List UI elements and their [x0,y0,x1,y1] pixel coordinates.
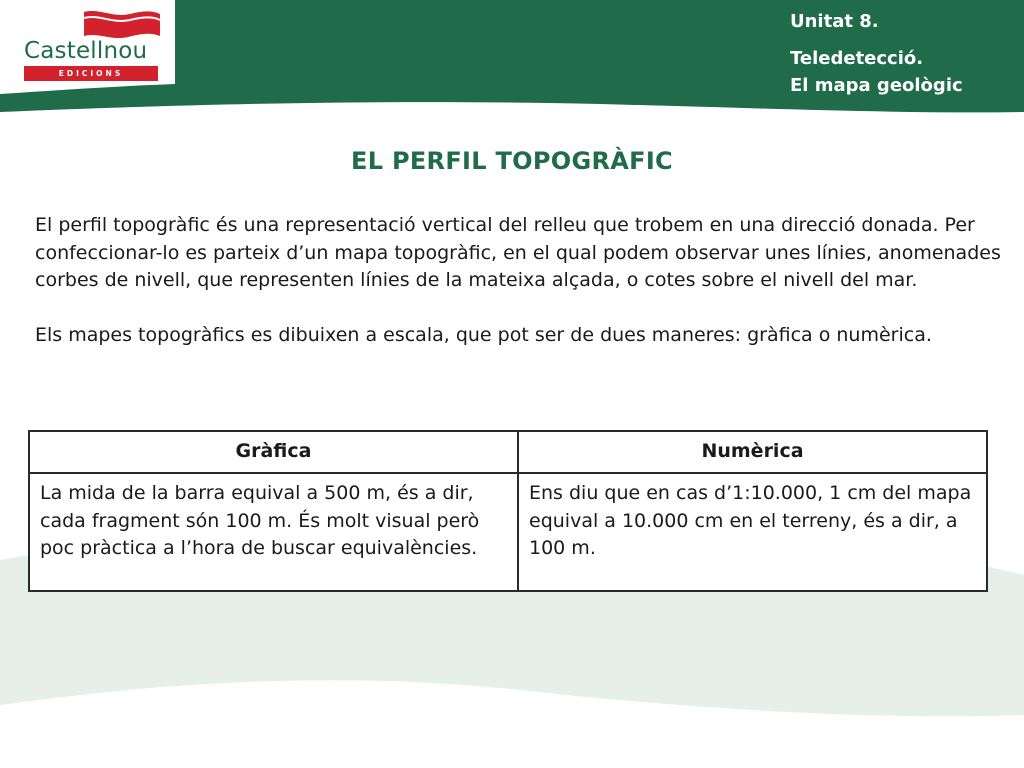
scale-table [28,430,988,592]
header-numerica: Numèrica [518,431,987,473]
unit-topic-line2: El mapa geològic [790,75,963,96]
paragraph-2: Els mapes topogràfics es dibuixen a escala, que pot ser de dues maneres: gràfica o numèrica. [35,323,932,346]
paragraph-1: El perfil topogràfic és una representació vertical del relleu que trobem en una direcció donada. Per confeccionar-lo es parteix d’un mapa topogràfic, en el qual podem observar unes línies, anomenades corbes de nivell, que representen línies de la mateixa alçada, o cotes sobre el nivell del mar. [35,214,1001,291]
unit-info [790,8,963,99]
logo-wordmark: Castellnou [24,38,148,64]
cell-grafica: La mida de la barra equival a 500 m, és a dir, cada fragment són 100 m. És molt visual però poc pràctica a l’hora de buscar equivalències. [29,473,518,591]
table-header-row [29,431,987,473]
intro-text [35,212,1005,349]
page-title: EL PERFIL TOPOGRÀFIC [351,147,673,175]
cell-numerica: Ens diu que en cas d’1:10.000, 1 cm del mapa equival a 10.000 cm en el terreny, és a dir, a 100 m. [518,473,987,591]
castellnou-logo [18,8,163,78]
logo-subtitle: EDICIONS [24,66,158,81]
flag-icon [82,8,162,42]
table-row [29,473,987,591]
unit-topic-line1: Teledetecció. [790,48,924,69]
header-grafica: Gràfica [29,431,518,473]
unit-number: Unitat 8. [790,11,879,32]
